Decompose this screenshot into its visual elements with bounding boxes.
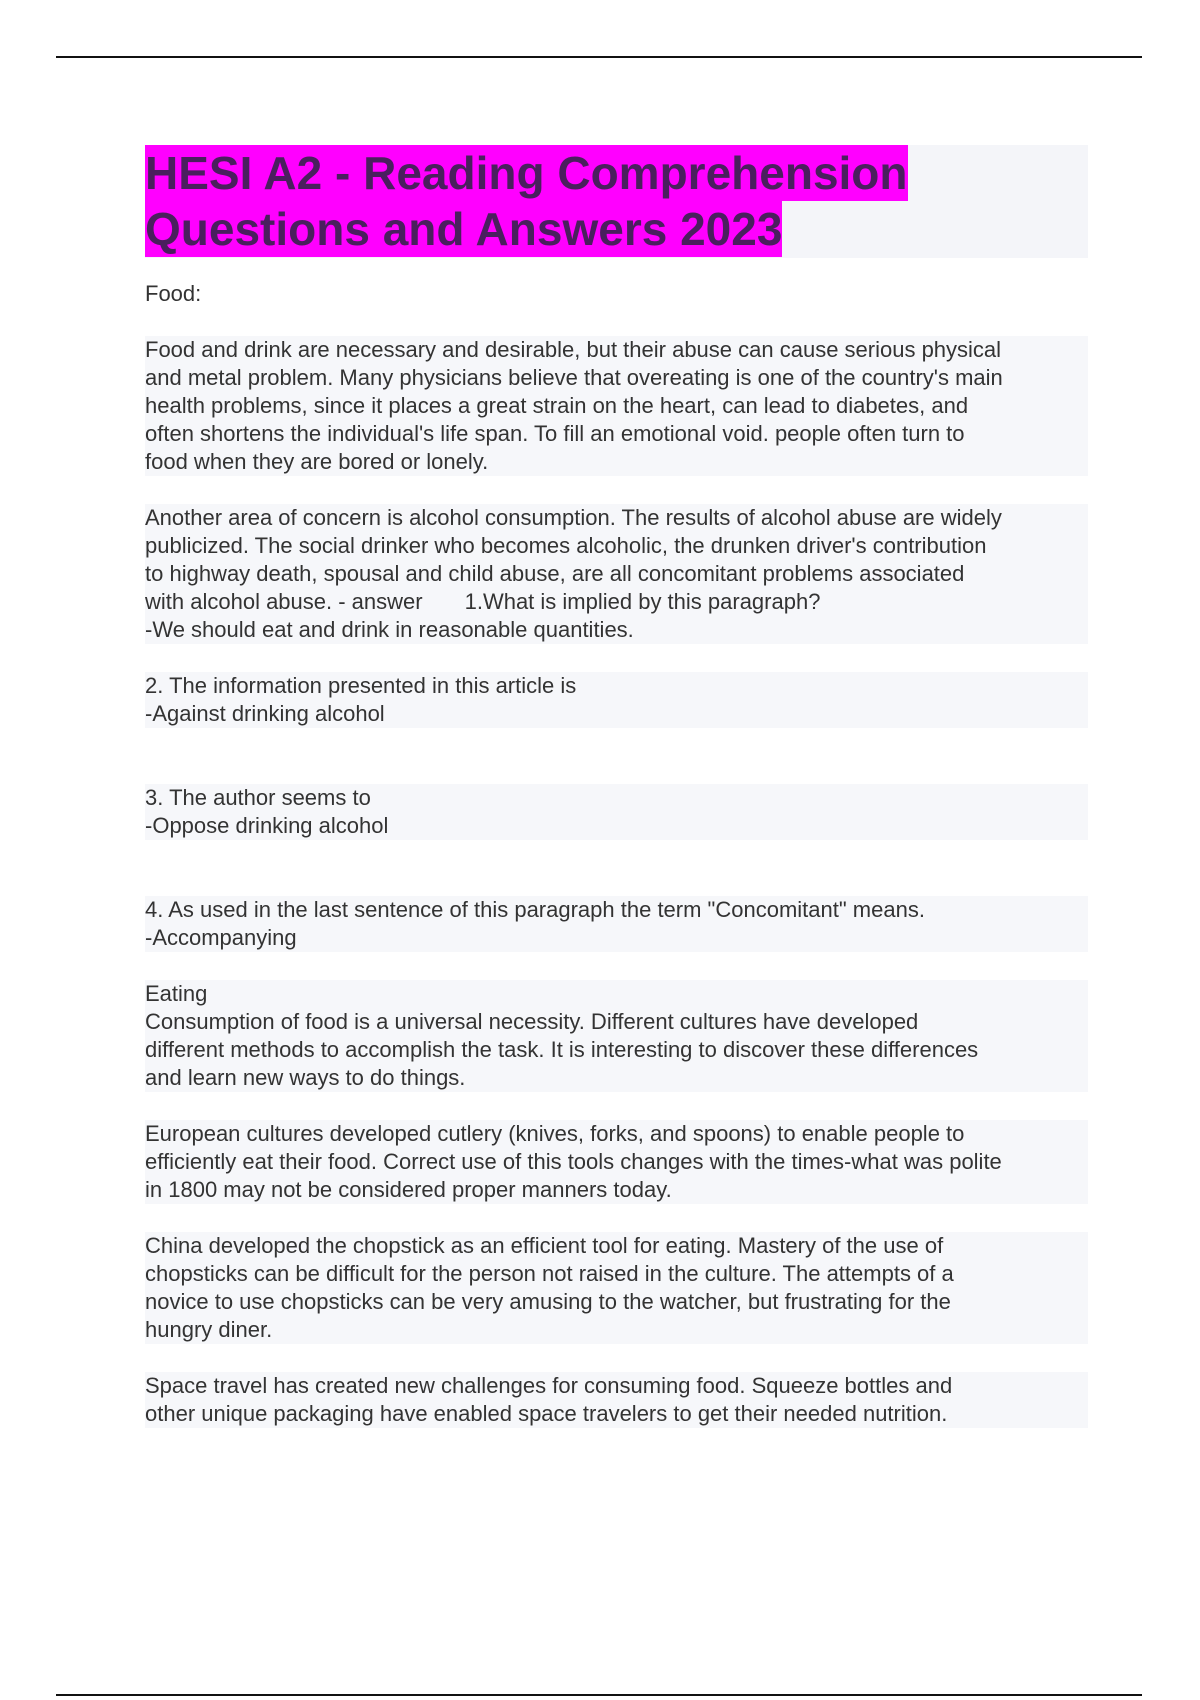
paragraph-line: Space travel has created new challenges for consuming food. Squeeze bottles and (145, 1373, 953, 1398)
food-paragraph-1 (145, 336, 1088, 476)
paragraph-line: and metal problem. Many physicians believe that overeating is one of the country's main (145, 365, 1003, 390)
document-title (145, 145, 1088, 258)
answer-marker: with alcohol abuse. - answer (145, 589, 423, 614)
answer-3: -Oppose drinking alcohol (145, 813, 389, 838)
question-3: 3. The author seems to (145, 785, 371, 810)
question-block-2 (145, 672, 1088, 728)
paragraph-line: health problems, since it places a great strain on the heart, can lead to diabetes, and (145, 393, 969, 418)
question-4: 4. As used in the last sentence of this paragraph the term "Concomitant" means. (145, 897, 925, 922)
question-block-4 (145, 896, 1088, 952)
answer-2: -Against drinking alcohol (145, 701, 385, 726)
paragraph-line: China developed the chopstick as an efficient tool for eating. Mastery of the use of (145, 1233, 944, 1258)
paragraph-line: hungry diner. (145, 1317, 273, 1342)
title-line-2: Questions and Answers 2023 (145, 203, 783, 255)
answer-4: -Accompanying (145, 925, 297, 950)
paragraph-line: novice to use chopsticks can be very amusing to the watcher, but frustrating for the (145, 1289, 951, 1314)
document-page (145, 145, 1088, 1428)
section-heading-food: Food: (145, 281, 202, 306)
section-heading-eating: Eating (145, 981, 208, 1006)
question-block-3 (145, 784, 1088, 840)
paragraph-line: different methods to accomplish the task. It is interesting to discover these differences (145, 1037, 979, 1062)
paragraph-line: efficiently eat their food. Correct use of this tools changes with the times-what was polite (145, 1149, 1002, 1174)
answer-1: -We should eat and drink in reasonable quantities. (145, 617, 634, 642)
paragraph-line: chopsticks can be difficult for the person not raised in the culture. The attempts of a (145, 1261, 954, 1286)
top-rule (56, 56, 1142, 58)
paragraph-line: publicized. The social drinker who becomes alcoholic, the drunken driver's contribution (145, 533, 987, 558)
paragraph-line: other unique packaging have enabled space travelers to get their needed nutrition. (145, 1401, 948, 1426)
paragraph-line: European cultures developed cutlery (knives, forks, and spoons) to enable people to (145, 1121, 965, 1146)
eating-paragraph-4 (145, 1372, 1088, 1428)
paragraph-line: Food and drink are necessary and desirable, but their abuse can cause serious physical (145, 337, 1002, 362)
paragraph-line: Consumption of food is a universal necessity. Different cultures have developed (145, 1009, 919, 1034)
question-2: 2. The information presented in this article is (145, 673, 577, 698)
document-body (145, 280, 1088, 1428)
question-1: 1.What is implied by this paragraph? (464, 589, 821, 614)
bottom-rule (56, 1694, 1142, 1696)
paragraph-line: and learn new ways to do things. (145, 1065, 466, 1090)
paragraph-line: often shortens the individual's life span. To fill an emotional void. people often turn to (145, 421, 965, 446)
eating-paragraph-1 (145, 980, 1088, 1092)
eating-paragraph-3 (145, 1232, 1088, 1344)
paragraph-line: food when they are bored or lonely. (145, 449, 489, 474)
paragraph-line: in 1800 may not be considered proper manners today. (145, 1177, 672, 1202)
title-line-1: HESI A2 - Reading Comprehension (145, 147, 908, 199)
eating-paragraph-2 (145, 1120, 1088, 1204)
paragraph-line: Another area of concern is alcohol consumption. The results of alcohol abuse are widely (145, 505, 1002, 530)
paragraph-line: to highway death, spousal and child abuse, are all concomitant problems associated (145, 561, 965, 586)
paragraph-line (145, 588, 1088, 616)
food-paragraph-2 (145, 504, 1088, 644)
